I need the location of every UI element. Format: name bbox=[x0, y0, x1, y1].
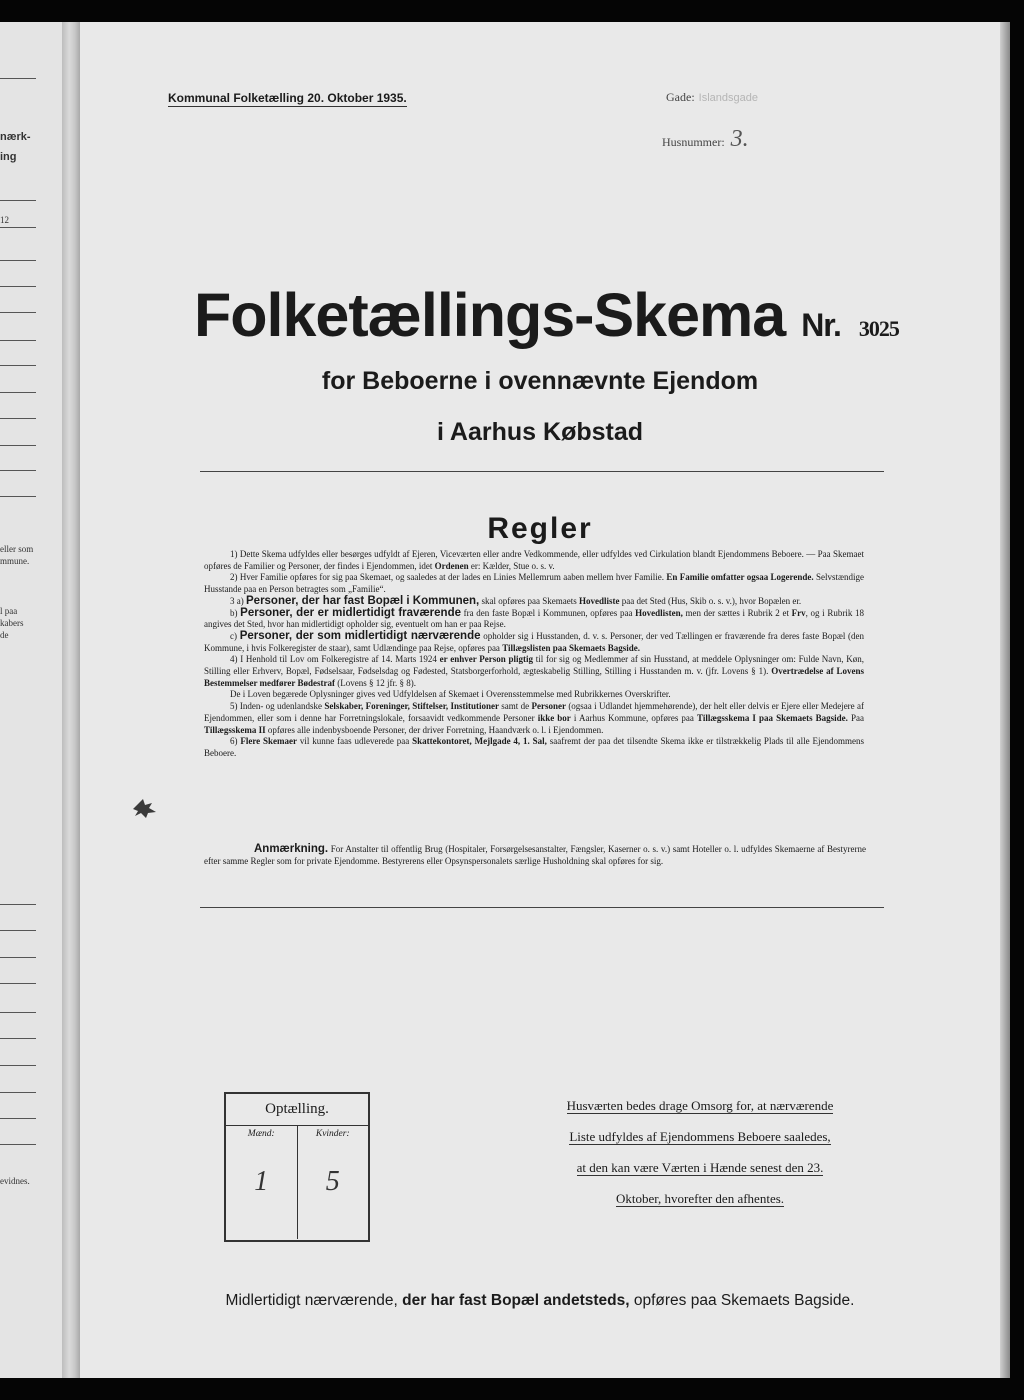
book-gutter bbox=[62, 22, 80, 1378]
men-label: Mænd: bbox=[247, 1129, 275, 1139]
left-fragment: mmune. bbox=[0, 556, 30, 566]
house-number-value: 3. bbox=[730, 126, 749, 152]
landlord-note-line: Husværten bedes drage Omsorg for, at nærværende bbox=[566, 1098, 834, 1113]
form-number-label: Nr. bbox=[801, 307, 841, 343]
form-title-main: Folketællings-Skema bbox=[194, 281, 786, 349]
rule-4-note: De i Loven begærede Oplysninger gives ved Udfyldelsen af Skemaet i Overensstemmelse med Rubrikkernes Overskrifter. bbox=[230, 689, 671, 700]
count-box bbox=[224, 1092, 370, 1242]
form-subtitle-1: for Beboerne i ovennævnte Ejendom bbox=[321, 367, 759, 395]
page-edge bbox=[1000, 22, 1010, 1378]
landlord-note bbox=[532, 1098, 868, 1222]
left-fragment: 12 bbox=[0, 215, 9, 225]
left-rule bbox=[0, 1118, 36, 1119]
left-rule bbox=[0, 930, 36, 931]
landlord-note-line: Liste udfyldes af Ejendommens Beboere saaledes, bbox=[569, 1129, 831, 1144]
rule-4: 4) I Henhold til Lov om Folkeregistre af 14. Marts 1924 er enhver Person pligtig til for sig og Medlemmer af sin Husstand, at meddele Oplysninger om: Fulde Navn, Køn, Stilling eller Erhverv, Bopæl, Fødselsaar, Fødselsdag og Fødested, Statsborgerforhold, ægteskabelig Stilling, Stilling i Husstanden m. v. (jfr. Lovens § 1). Overtrædelse af Lovens Bestemmelser medfører Bødestraf (Lovens § 12 jfr. § 8). bbox=[204, 654, 865, 688]
remark-text bbox=[204, 844, 866, 867]
landlord-note-line: at den kan være Værten i Hænde senest den 23. bbox=[576, 1160, 824, 1175]
left-rule bbox=[0, 904, 36, 905]
house-number-label: Husnummer: bbox=[662, 135, 725, 149]
census-header: Kommunal Folketælling 20. Oktober 1935. bbox=[168, 91, 407, 105]
census-form-page bbox=[80, 22, 1000, 1378]
left-rule bbox=[0, 200, 36, 201]
women-label: Kvinder: bbox=[315, 1129, 350, 1139]
rules-heading: Regler bbox=[487, 512, 593, 545]
rules-text bbox=[204, 549, 864, 760]
house-number-field bbox=[662, 126, 749, 153]
street-field bbox=[666, 90, 758, 105]
rule-5: 5) Inden- og udenlandske Selskaber, Foreninger, Stiftelser, Institutioner samt de Personer (ogsaa i Udlandet hjemmehørende), der helt eller delvis er Ejere eller Medejere af Ejendommen, eller som i denne har Forretningslokale, forsaavidt vedkommende Personer ikke bor i Aarhus Kommune, opføres paa Tillægsskema I paa Skemaets Bagside. Paa Tillægsskema II opføres alle indenbysboende Personer, der driver Forretning, Haandværk o. l. i Ejendommen. bbox=[204, 701, 865, 735]
left-rule bbox=[0, 470, 36, 471]
ink-stain bbox=[130, 797, 158, 819]
divider bbox=[200, 471, 884, 472]
left-fragment: ing bbox=[0, 151, 17, 163]
left-rule bbox=[0, 418, 36, 419]
left-rule bbox=[0, 445, 36, 446]
left-rule bbox=[0, 392, 36, 393]
rule-3b: b) Personer, der er midlertidigt fraværende fra den faste Bopæl i Kommunen, opføres paa Hovedlisten, men der sættes i Rubrik 2 et Frv, og i Rubrik 18 angives det Sted, hvor han midlertidigt opholder sig, eventuelt om han er paa Rejse. bbox=[204, 606, 864, 630]
left-rule bbox=[0, 1065, 36, 1066]
men-count: 1 bbox=[254, 1166, 269, 1197]
left-fragment: de bbox=[0, 630, 9, 640]
left-rule bbox=[0, 312, 36, 313]
left-rule bbox=[0, 227, 36, 228]
left-rule bbox=[0, 78, 36, 79]
form-number: 3025 bbox=[858, 316, 899, 341]
street-label: Gade: bbox=[666, 90, 695, 104]
women-column bbox=[297, 1126, 369, 1239]
left-fragment: evidnes. bbox=[0, 1176, 30, 1186]
left-fragment: nærk- bbox=[0, 131, 31, 143]
street-value: Islandsgade bbox=[698, 92, 758, 104]
count-box-title: Optælling. bbox=[226, 1094, 368, 1126]
left-rule bbox=[0, 496, 36, 497]
form-title bbox=[194, 280, 899, 350]
rule-3c: c) Personer, der som midlertidigt nærværende opholder sig i Husstanden, d. v. s. Personer, der ved Tællingen er fraværende fra deres faste Bopæl (den Kommune, i hvis Folkeregister de staar), samt Udlændinge paa Rejse, opføres paa Tillægslisten paa Skemaets Bagside. bbox=[204, 629, 865, 653]
left-rule bbox=[0, 340, 36, 341]
left-rule bbox=[0, 260, 36, 261]
divider bbox=[200, 907, 884, 908]
men-column bbox=[226, 1126, 297, 1239]
left-fragment: l paa bbox=[0, 606, 18, 616]
left-rule bbox=[0, 957, 36, 958]
rule-2: 2) Hver Familie opføres for sig paa Skemaet, og saaledes at der lades en Linies Mellemrum aaben mellem hver Familie. En Familie omfatter ogsaa Logerende. Selvstændige Husstande paa en Person betragtes som „Familie“. bbox=[204, 572, 865, 595]
footer-note: Midlertidigt nærværende, der har fast Bopæl andetsteds, opføres paa Skemaets Bagside. bbox=[225, 1292, 855, 1309]
left-rule bbox=[0, 1012, 36, 1013]
form-subtitle-2: i Aarhus Købstad bbox=[436, 418, 644, 446]
women-count: 5 bbox=[325, 1166, 340, 1197]
left-rule bbox=[0, 983, 36, 984]
remark-body: For Anstalter til offentlig Brug (Hospitaler, Forsørgelsesanstalter, Fængsler, Kaserner o. s. v.) samt Hoteller o. l. udfyldes Skemaerne af Bestyrerne efter samme Regler som for private Ejendomme. Bestyrerens eller Opsynspersonalets særlige Husholdning skal opføres for sig. bbox=[204, 844, 866, 866]
rule-1: 1) Dette Skema udfyldes eller besørges udfyldt af Ejeren, Viceværten eller andre Vedkommende, eller udfyldes ved Cirkulation blandt Ejendommens Beboere. — Paa Skemaet opføres de Familier og Personer, der findes i Ejendommen, idet Ordenen er: Kælder, Stue o. s. v. bbox=[204, 549, 864, 571]
left-rule bbox=[0, 365, 36, 366]
left-fragment: eller som bbox=[0, 544, 34, 554]
left-rule bbox=[0, 1038, 36, 1039]
left-rule bbox=[0, 286, 36, 287]
rule-3a: 3 a) Personer, der har fast Bopæl i Kommunen, skal opføres paa Skemaets Hovedliste paa det Sted (Hus, Skib o. s. v.), hvor Bopælen er. bbox=[230, 594, 802, 607]
left-rule bbox=[0, 1144, 36, 1145]
remark-label: Anmærkning. bbox=[254, 843, 329, 855]
left-facing-page bbox=[0, 22, 62, 1378]
rule-6: 6) Flere Skemaer vil kunne faas udleverede paa Skattekontoret, Mejlgade 4, 1. Sal, saafremt der paa det tilsendte Skema ikke er tilstrækkelig Plads til alle Ejendommens Beboere. bbox=[204, 736, 864, 758]
left-fragment: kabers bbox=[0, 618, 24, 628]
landlord-note-line: Oktober, hvorefter den afhentes. bbox=[615, 1191, 785, 1206]
left-rule bbox=[0, 1092, 36, 1093]
